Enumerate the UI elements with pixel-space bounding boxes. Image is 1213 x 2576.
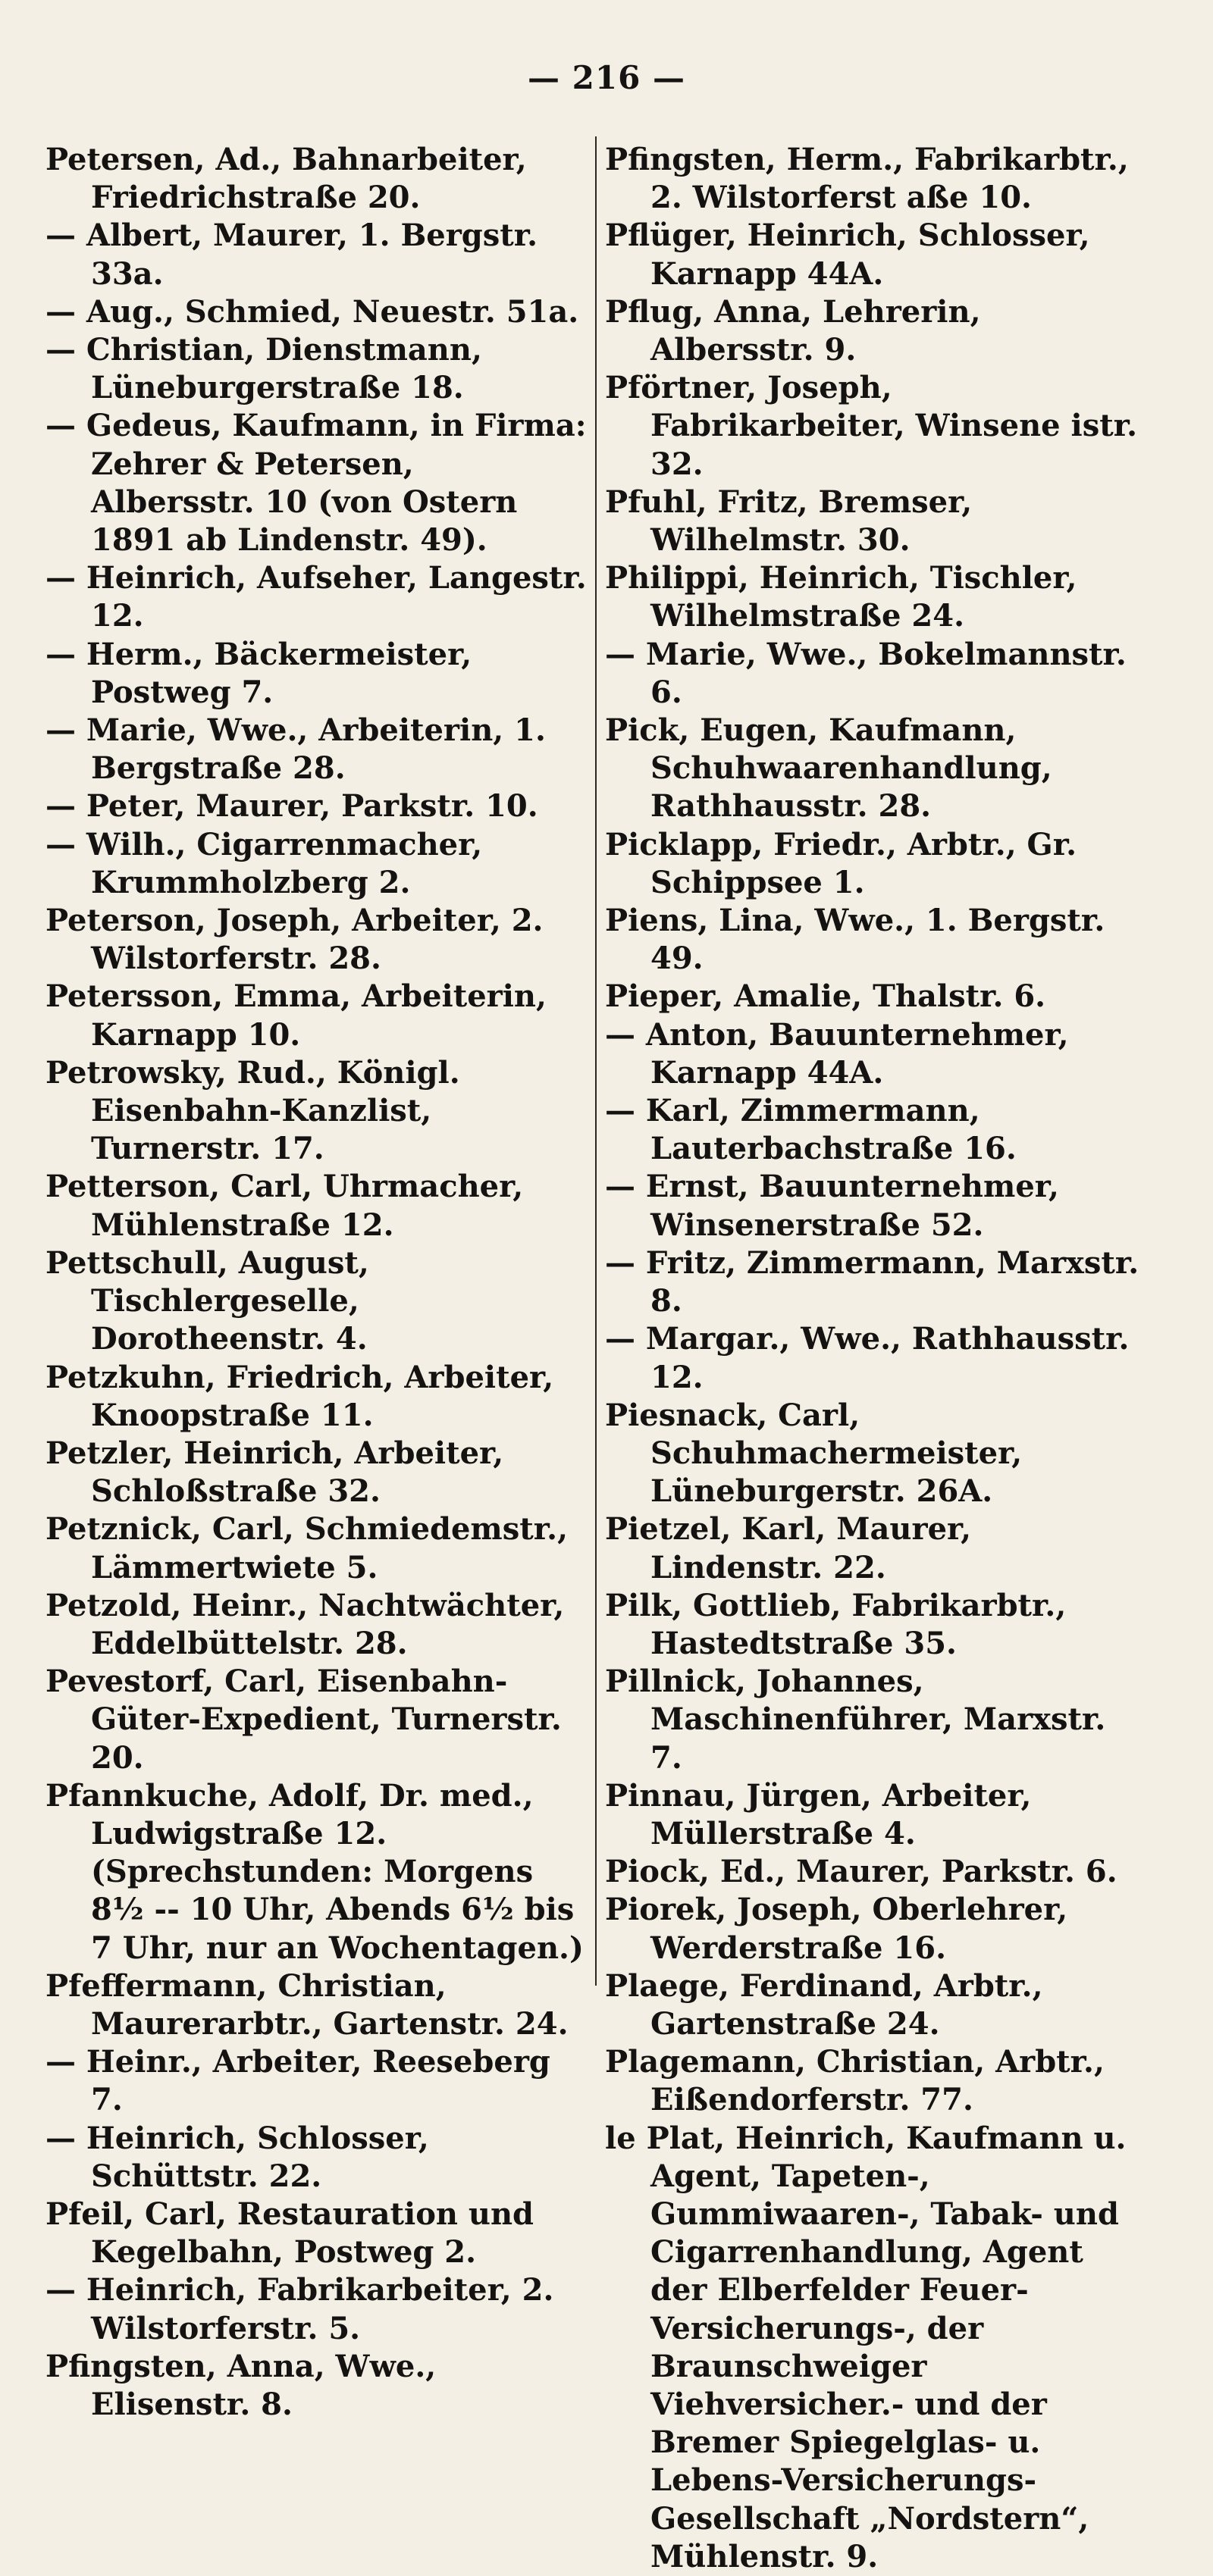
page-number: — 216 — <box>528 59 685 96</box>
right-column <box>605 141 1147 2576</box>
list-item: Petterson, Carl, Uhrmacher, Mühlenstraße 12. <box>45 1169 524 1243</box>
list-item: — Marie, Wwe., Arbeiterin, 1. Bergstraße 28. <box>45 712 546 787</box>
list-item: Pfeil, Carl, Restauration und Kegelbahn, Postweg 2. <box>45 2196 534 2271</box>
list-item: Pfingsten, Anna, Wwe., Elisenstr. 8. <box>45 2348 437 2422</box>
list-item: le Plat, Heinrich, Kaufmann u. Agent, Tapeten-, Gummiwaaren-, Tabak- und Cigarrenhandlung, Agent der Elberfelder Feuer-Versicherungs-, der Braunschweiger Viehversicher.- und der Bremer Spiegelglas- u. Lebens-Versicherungs-Gesellschaft „Nordstern“, Mühlenstr. 9. <box>605 2120 1127 2574</box>
list-item: Plaege, Ferdinand, Arbtr., Gartenstraße 24. <box>605 1967 1043 2042</box>
list-item: — Aug., Schmied, Neuestr. 51a. <box>45 293 579 330</box>
list-item: Pflug, Anna, Lehrerin, Albersstr. 9. <box>605 293 981 368</box>
list-item: Petzold, Heinr., Nachtwächter, Eddelbüttelstr. 28. <box>45 1587 565 1661</box>
list-item: Pflüger, Heinrich, Schlosser, Karnapp 44A. <box>605 218 1090 292</box>
list-item: Pinnau, Jürgen, Arbeiter, Müllerstraße 4. <box>605 1777 1032 1851</box>
left-column <box>45 141 588 2424</box>
list-item: — Heinr., Arbeiter, Reeseberg 7. <box>45 2044 550 2118</box>
list-item: — Fritz, Zimmermann, Marxstr. 8. <box>605 1244 1139 1319</box>
list-item: Pick, Eugen, Kaufmann, Schuhwaarenhandlung, Rathhausstr. 28. <box>605 712 1052 825</box>
list-item: — Heinrich, Schlosser, Schüttstr. 22. <box>45 2120 429 2194</box>
list-item: Pfannkuche, Adolf, Dr. med., Ludwigstraße 12. (Sprechstunden: Morgens 8½ -- 10 Uhr, Abends 6½ bis 7 Uhr, nur an Wochentagen.) <box>45 1777 584 1966</box>
list-item: — Albert, Maurer, 1. Bergstr. 33a. <box>45 218 538 292</box>
list-item: Plagemann, Christian, Arbtr., Eißendorferstr. 77. <box>605 2044 1105 2118</box>
list-item: Pfeffermann, Christian, Maurerarbtr., Gartenstr. 24. <box>45 1967 569 2042</box>
list-item: — Peter, Maurer, Parkstr. 10. <box>45 788 538 825</box>
list-item: — Marie, Wwe., Bokelmannstr. 6. <box>605 636 1127 710</box>
list-item: Pevestorf, Carl, Eisenbahn-Güter-Expedient, Turnerstr. 20. <box>45 1664 562 1776</box>
list-item: Petzler, Heinrich, Arbeiter, Schloßstraße 32. <box>45 1435 504 1510</box>
list-item: Pilk, Gottlieb, Fabrikarbtr., Hastedtstraße 35. <box>605 1587 1067 1661</box>
list-item: Piesnack, Carl, Schuhmachermeister, Lüneburgerstr. 26A. <box>605 1397 1023 1510</box>
list-item: Pillnick, Johannes, Maschinenführer, Marxstr. 7. <box>605 1664 1106 1776</box>
list-item: — Wilh., Cigarrenmacher, Krummholzberg 2. <box>45 826 483 900</box>
list-item: Petznick, Carl, Schmiedemstr., Lämmertwiete 5. <box>45 1511 569 1585</box>
list-item: — Ernst, Bauunternehmer, Winsenerstraße 52. <box>605 1169 1059 1243</box>
list-item: Pettschull, August, Tischlergeselle, Dorotheenstr. 4. <box>45 1244 369 1357</box>
list-item: Pfuhl, Fritz, Bremser, Wilhelmstr. 30. <box>605 484 973 559</box>
list-item: Picklapp, Friedr., Arbtr., Gr. Schippsee 1. <box>605 826 1077 900</box>
list-item: — Anton, Bauunternehmer, Karnapp 44A. <box>605 1016 1069 1091</box>
list-item: — Heinrich, Fabrikarbeiter, 2. Wilstorferstr. 5. <box>45 2272 554 2346</box>
list-item: — Heinrich, Aufseher, Langestr. 12. <box>45 560 587 634</box>
list-item: Petzkuhn, Friedrich, Arbeiter, Knoopstraße 11. <box>45 1359 554 1433</box>
list-item: — Margar., Wwe., Rathhausstr. 12. <box>605 1321 1130 1395</box>
list-item: Piorek, Joseph, Oberlehrer, Werderstraße 16. <box>605 1892 1068 1966</box>
list-item: — Herm., Bäckermeister, Postweg 7. <box>45 636 472 710</box>
list-item: Philippi, Heinrich, Tischler, Wilhelmstraße 24. <box>605 560 1077 634</box>
list-item: Peterson, Joseph, Arbeiter, 2. Wilstorferstr. 28. <box>45 903 544 977</box>
list-item: Pfingsten, Herm., Fabrikarbtr., 2. Wilstorferst aße 10. <box>605 142 1129 216</box>
list-item: Pförtner, Joseph, Fabrikarbeiter, Winsene istr. 32. <box>605 370 1138 482</box>
list-item: Piens, Lina, Wwe., 1. Bergstr. 49. <box>605 903 1105 977</box>
list-item: — Gedeus, Kaufmann, in Firma: Zehrer & Petersen, Albersstr. 10 (von Ostern 1891 ab Lindenstr. 49). <box>45 408 587 559</box>
list-item: Petrowsky, Rud., Königl. Eisenbahn-Kanzlist, Turnerstr. 17. <box>45 1054 460 1167</box>
list-item: Pietzel, Karl, Maurer, Lindenstr. 22. <box>605 1511 972 1585</box>
list-item: Piock, Ed., Maurer, Parkstr. 6. <box>605 1854 1117 1890</box>
list-item: Pieper, Amalie, Thalstr. 6. <box>605 978 1046 1015</box>
list-item: Petersen, Ad., Bahnarbeiter, Friedrichstraße 20. <box>45 142 527 216</box>
column-divider <box>595 136 597 1986</box>
list-item: Petersson, Emma, Arbeiterin, Karnapp 10. <box>45 978 547 1053</box>
list-item: — Christian, Dienstmann, Lüneburgerstraße 18. <box>45 332 482 406</box>
list-item: — Karl, Zimmermann, Lauterbachstraße 16. <box>605 1093 1017 1167</box>
